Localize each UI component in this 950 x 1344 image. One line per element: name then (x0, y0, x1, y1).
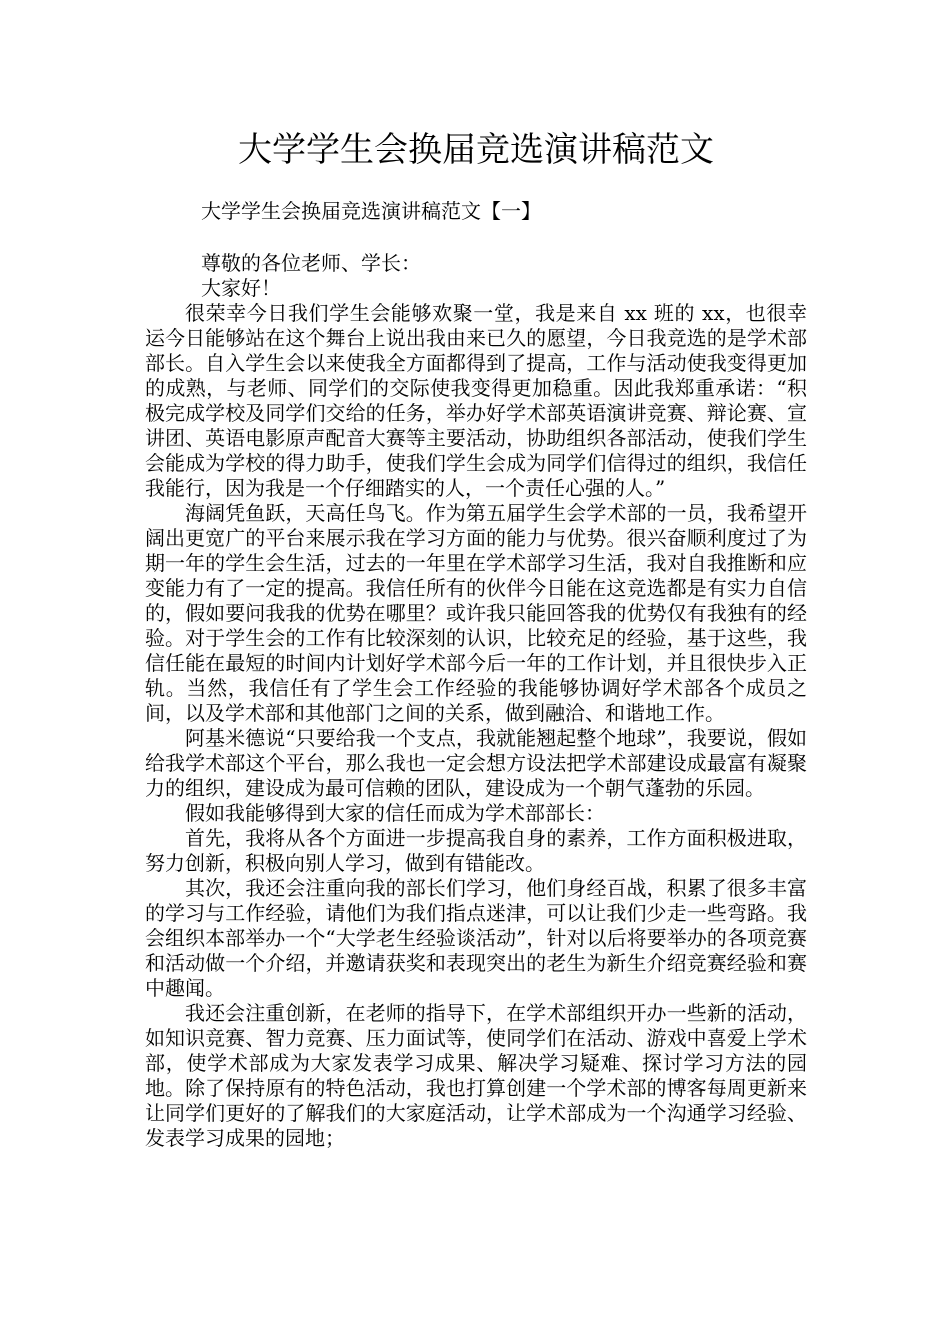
document-page (145, 0, 807, 1344)
paragraph: 其次，我还会注重向我的部长们学习，他们身经百战，积累了很多丰富的学习与工作经验，请他们为我们指点迷津，可以让我们少走一些弯路。我会组织本部举办一个“大学老生经验谈活动”，针对以后将要举办的各项竞赛和活动做一个介绍，并邀请获奖和表现突出的老生为新生介绍竞赛经验和赛中趣闻。 (145, 876, 807, 1000)
document-body (145, 251, 807, 1151)
document-subtitle: 大学学生会换届竞选演讲稿范文【一】 (201, 199, 541, 223)
paragraph: 首先，我将从各个方面进一步提高我自身的素养，工作方面积极进取，努力创新，积极向别人学习，做到有错能改。 (145, 826, 807, 875)
paragraph: 假如我能够得到大家的信任而成为学术部部长： (185, 801, 605, 825)
salutation: 尊敬的各位老师、学长： (201, 251, 421, 275)
paragraph: 很荣幸今日我们学生会能够欢聚一堂，我是来自 xx 班的 xx，也很幸运今日能够站在这个舞台上说出我由来已久的愿望，今日我竞选的是学术部部长。自入学生会以来使我全方面都得到了提高，工作与活动使我变得更加的成熟，与老师、同学们的交际使我变得更加稳重。因此我郑重承诺：“积极完成学校及同学们交给的任务，举办好学术部英语演讲竞赛、辩论赛、宣讲团、英语电影原声配音大赛等主要活动，协助组织各部活动，使我们学生会能成为学校的得力助手，使我们学生会成为同学们信得过的组织，我信任我能行，因为我是一个仔细踏实的人，一个责任心强的人。” (145, 301, 807, 500)
greeting: 大家好！ (201, 276, 281, 300)
paragraph: 阿基米德说“只要给我一个支点，我就能翘起整个地球”，我要说，假如给我学术部这个平台，那么我也一定会想方设法把学术部建设成最富有凝聚力的组织，建设成为最可信赖的团队，建设成为一个朝气蓬勃的乐园。 (145, 726, 807, 800)
paragraph: 我还会注重创新，在老师的指导下，在学术部组织开办一些新的活动，如知识竞赛、智力竞赛、压力面试等，使同学们在活动、游戏中喜爱上学术部，使学术部成为大家发表学习成果、解决学习疑难、探讨学习方法的园地。除了保持原有的特色活动，我也打算创建一个学术部的博客每周更新来让同学们更好的了解我们的大家庭活动，让学术部成为一个沟通学习经验、发表学习成果的园地； (145, 1001, 807, 1150)
paragraph: 海阔凭鱼跃，天高任鸟飞。作为第五届学生会学术部的一员，我希望开阔出更宽广的平台来展示我在学习方面的能力与优势。很兴奋顺利度过了为期一年的学生会生活，过去的一年里在学术部学习生活，我对自我推断和应变能力有了一定的提高。我信任所有的伙伴今日能在这竞选都是有实力自信的，假如要问我我的优势在哪里？或许我只能回答我的优势仅有我独有的经验。对于学生会的工作有比较深刻的认识，比较充足的经验，基于这些，我信任能在最短的时间内计划好学术部今后一年的工作计划，并且很快步入正轨。当然，我信任有了学生会工作经验的我能够协调好学术部各个成员之间，以及学术部和其他部门之间的关系，做到融洽、和谐地工作。 (145, 501, 807, 725)
document-title: 大学学生会换届竞选演讲稿范文 (238, 130, 714, 170)
